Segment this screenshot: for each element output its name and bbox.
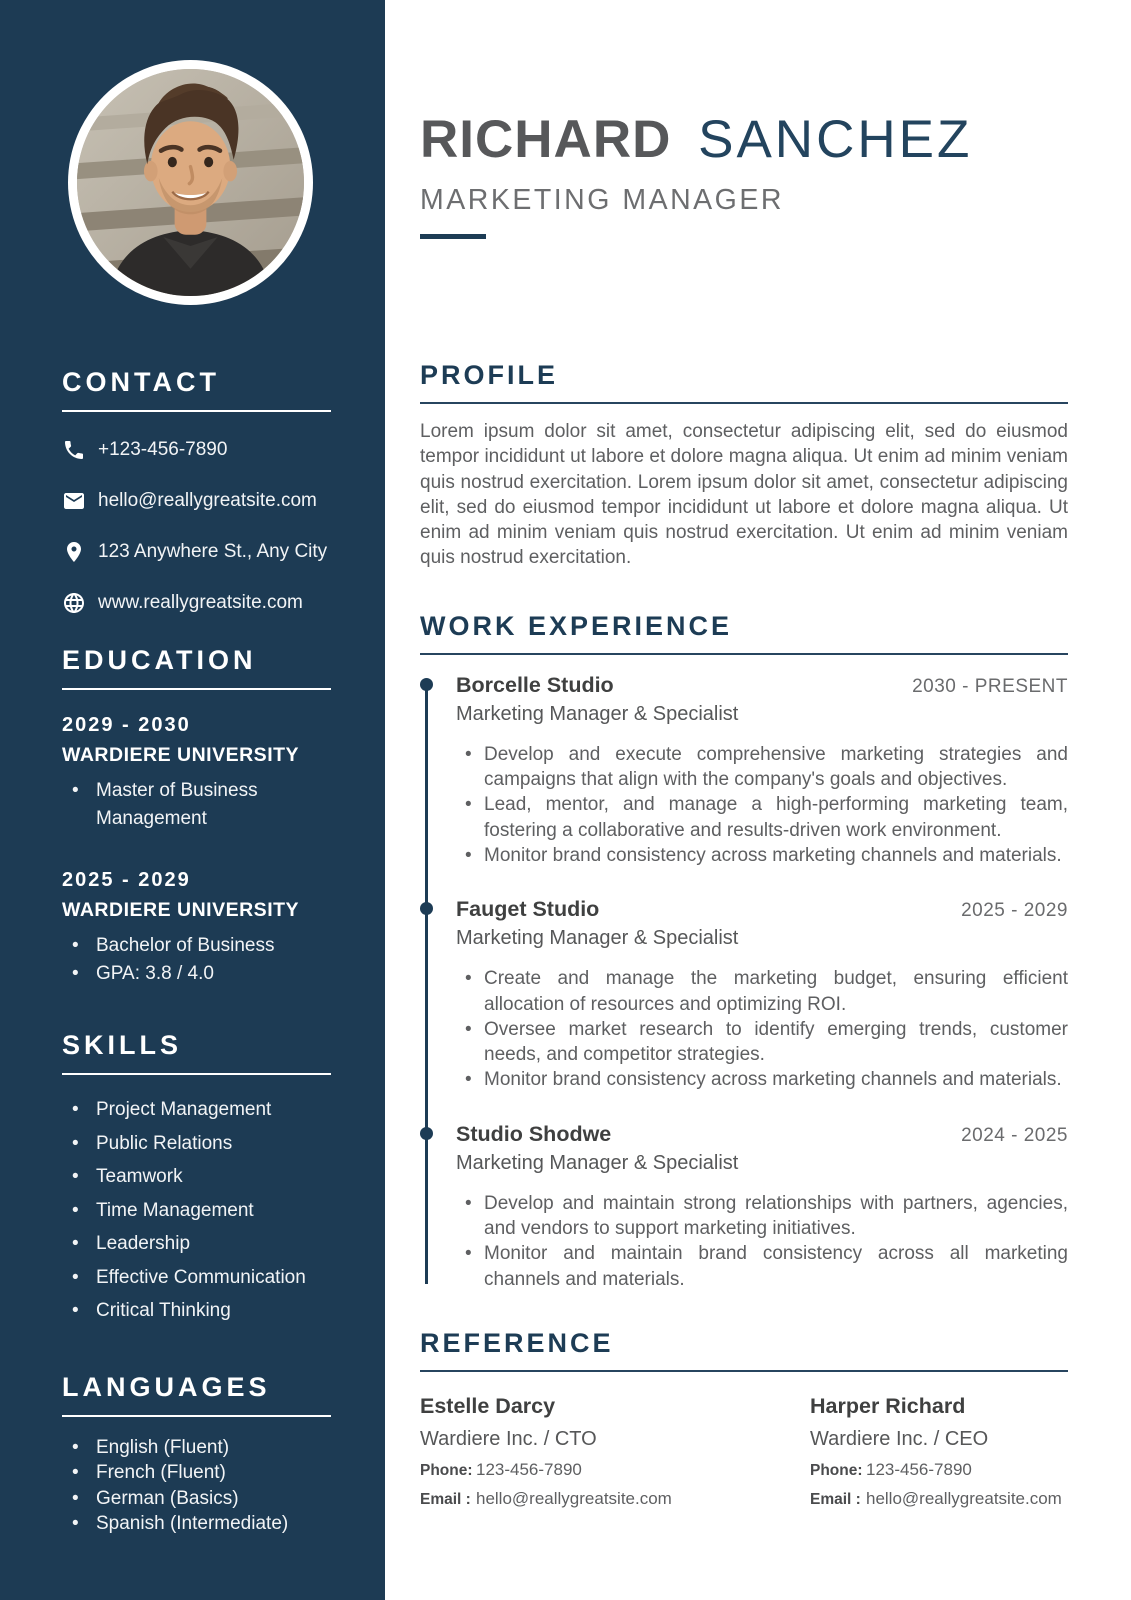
language-item: • Spanish (Intermediate) bbox=[62, 1511, 331, 1537]
reference-role: Wardiere Inc. / CEO bbox=[810, 1427, 989, 1450]
last-name: SANCHEZ bbox=[698, 110, 973, 169]
reference-section bbox=[420, 1328, 1068, 1509]
skill-item: • Project Management bbox=[62, 1093, 331, 1127]
experience-bullet: • Develop and execute comprehensive marketing strategies and campaigns that align with the company's goals and objectives. bbox=[456, 742, 1068, 793]
main-column bbox=[420, 0, 1068, 1509]
email-value: hello@reallygreatsite.com bbox=[476, 1488, 672, 1508]
role-title: Marketing Manager & Specialist bbox=[456, 1151, 739, 1174]
languages-list bbox=[62, 1435, 331, 1537]
languages-heading: LANGUAGES bbox=[62, 1371, 271, 1402]
first-name: RICHARD bbox=[420, 110, 672, 169]
contact-website bbox=[62, 591, 331, 615]
phone-text: +123-456-7890 bbox=[98, 439, 228, 460]
work-experience-heading: WORK EXPERIENCE bbox=[420, 610, 733, 641]
contact-list bbox=[62, 438, 331, 615]
experience-bullet: • Create and manage the marketing budget, ensuring efficient allocation of resources and optimizing ROI. bbox=[456, 966, 1068, 1017]
reference-phone-row bbox=[420, 1460, 810, 1480]
role-title: Marketing Manager & Specialist bbox=[456, 702, 739, 725]
education-detail: • GPA: 3.8 / 4.0 bbox=[62, 960, 331, 988]
email-icon bbox=[62, 489, 86, 513]
experience-header bbox=[456, 1122, 1068, 1147]
phone-value: 123-456-7890 bbox=[476, 1459, 582, 1479]
reference-email-row bbox=[420, 1489, 810, 1509]
timeline-line bbox=[425, 687, 428, 1284]
contact-phone bbox=[62, 438, 331, 462]
title-accent-bar bbox=[420, 234, 486, 239]
experience-bullets bbox=[456, 742, 1068, 868]
experience-bullet: • Monitor brand consistency across marketing channels and materials. bbox=[456, 1067, 1068, 1092]
email-label: Email : bbox=[420, 1490, 471, 1508]
phone-value: 123-456-7890 bbox=[866, 1459, 972, 1479]
experience-header bbox=[456, 673, 1068, 698]
profile-underline bbox=[420, 402, 1068, 404]
education-underline bbox=[62, 688, 331, 690]
phone-label: Phone: bbox=[420, 1461, 473, 1479]
email-text: hello@reallygreatsite.com bbox=[98, 490, 317, 511]
education-section bbox=[62, 645, 331, 988]
education-detail: • Master of Business Management bbox=[62, 777, 331, 833]
skills-list bbox=[62, 1093, 331, 1328]
company-name: Borcelle Studio bbox=[456, 672, 614, 697]
reference-card bbox=[420, 1394, 810, 1509]
skill-item: • Effective Communication bbox=[62, 1261, 331, 1295]
reference-phone-row bbox=[810, 1460, 1068, 1480]
address-text: 123 Anywhere St., Any City bbox=[98, 541, 328, 562]
experience-bullets bbox=[456, 966, 1068, 1092]
experience-timeline bbox=[420, 673, 1068, 1292]
contact-address bbox=[62, 540, 331, 564]
contact-heading: CONTACT bbox=[62, 367, 220, 397]
profile-text: Lorem ipsum dolor sit amet, consectetur adipiscing elit, sed do eiusmod tempor incididunt ut labore et dolore magna aliqua. Ut enim ad minim veniam quis nostrud exercitation. Lorem ipsum dolor sit amet, consectetur adipiscing elit, sed do eiusmod tempor incididunt ut labore et dolore magna aliqua. Ut enim ad minim veniam quis nostrud exercitation. Ut enim ad minim veniam quis nostrud exercitation. bbox=[420, 421, 1068, 569]
timeline-dot bbox=[420, 1127, 433, 1140]
employment-dates: 2025 - 2029 bbox=[961, 900, 1068, 922]
phone-icon bbox=[62, 438, 86, 462]
skill-item: • Leadership bbox=[62, 1227, 331, 1261]
experience-bullet: • Monitor and maintain brand consistency across all marketing channels and materials. bbox=[456, 1241, 1068, 1292]
experience-bullet: • Lead, mentor, and manage a high-performing marketing team, fostering a collaborative and results-driven work environment. bbox=[456, 792, 1068, 843]
website-text: www.reallygreatsite.com bbox=[98, 592, 303, 613]
reference-role: Wardiere Inc. / CTO bbox=[420, 1427, 597, 1450]
education-entry bbox=[62, 869, 331, 988]
employment-dates: 2030 - PRESENT bbox=[912, 675, 1068, 697]
skills-heading: SKILLS bbox=[62, 1030, 183, 1060]
job-title: MARKETING MANAGER bbox=[420, 184, 784, 216]
experience-entry bbox=[456, 1122, 1068, 1292]
work-experience-section bbox=[420, 611, 1068, 1292]
company-name: Studio Shodwe bbox=[456, 1121, 612, 1146]
experience-bullets bbox=[456, 1191, 1068, 1292]
reference-email-row bbox=[810, 1489, 1068, 1509]
reference-underline bbox=[420, 1370, 1068, 1372]
profile-section bbox=[420, 360, 1068, 571]
portrait-illustration bbox=[77, 69, 304, 296]
skills-section bbox=[62, 1030, 331, 1328]
languages-section bbox=[62, 1372, 331, 1537]
contact-section bbox=[62, 367, 331, 615]
reference-name: Harper Richard bbox=[810, 1393, 966, 1418]
role-title: Marketing Manager & Specialist bbox=[456, 927, 739, 950]
experience-bullet: • Oversee market research to identify emerging trends, customer needs, and competitor strategies. bbox=[456, 1017, 1068, 1068]
education-detail: • Bachelor of Business bbox=[62, 932, 331, 960]
education-school: WARDIERE UNIVERSITY bbox=[62, 744, 300, 766]
education-years: 2025 - 2029 bbox=[62, 869, 191, 891]
company-name: Fauget Studio bbox=[456, 897, 600, 922]
skill-item: • Public Relations bbox=[62, 1127, 331, 1161]
header bbox=[420, 112, 1068, 239]
experience-bullet: • Develop and maintain strong relationships with partners, agencies, and vendors to support marketing initiatives. bbox=[456, 1191, 1068, 1242]
contact-email bbox=[62, 489, 331, 513]
profile-photo bbox=[77, 69, 304, 296]
experience-header bbox=[456, 897, 1068, 922]
education-heading: EDUCATION bbox=[62, 645, 257, 675]
experience-entry bbox=[456, 673, 1068, 868]
education-school: WARDIERE UNIVERSITY bbox=[62, 899, 300, 921]
language-item: • English (Fluent) bbox=[62, 1435, 331, 1461]
languages-underline bbox=[62, 1415, 331, 1417]
employment-dates: 2024 - 2025 bbox=[961, 1124, 1068, 1146]
reference-grid bbox=[420, 1394, 1068, 1509]
reference-card bbox=[810, 1394, 1068, 1509]
timeline-dot bbox=[420, 678, 433, 691]
timeline-dot bbox=[420, 902, 433, 915]
reference-name: Estelle Darcy bbox=[420, 1393, 556, 1418]
experience-entry bbox=[456, 897, 1068, 1092]
skill-item: • Time Management bbox=[62, 1194, 331, 1228]
profile-heading: PROFILE bbox=[420, 360, 559, 390]
education-entry bbox=[62, 714, 331, 833]
full-name bbox=[420, 112, 1068, 168]
experience-bullet: • Monitor brand consistency across marketing channels and materials. bbox=[456, 843, 1068, 868]
globe-icon bbox=[62, 591, 86, 615]
education-years: 2029 - 2030 bbox=[62, 714, 191, 736]
sidebar bbox=[0, 0, 385, 1600]
education-details bbox=[62, 932, 331, 988]
language-item: • German (Basics) bbox=[62, 1486, 331, 1512]
work-experience-underline bbox=[420, 653, 1068, 655]
reference-heading: REFERENCE bbox=[420, 1327, 614, 1358]
profile-photo-ring bbox=[68, 60, 313, 305]
skills-underline bbox=[62, 1073, 331, 1075]
skill-item: • Teamwork bbox=[62, 1160, 331, 1194]
contact-underline bbox=[62, 410, 331, 412]
email-label: Email : bbox=[810, 1490, 861, 1508]
location-icon bbox=[62, 540, 86, 564]
skill-item: • Critical Thinking bbox=[62, 1294, 331, 1328]
education-details bbox=[62, 777, 331, 833]
phone-label: Phone: bbox=[810, 1461, 863, 1479]
language-item: • French (Fluent) bbox=[62, 1460, 331, 1486]
email-value: hello@reallygreatsite.com bbox=[866, 1488, 1062, 1508]
